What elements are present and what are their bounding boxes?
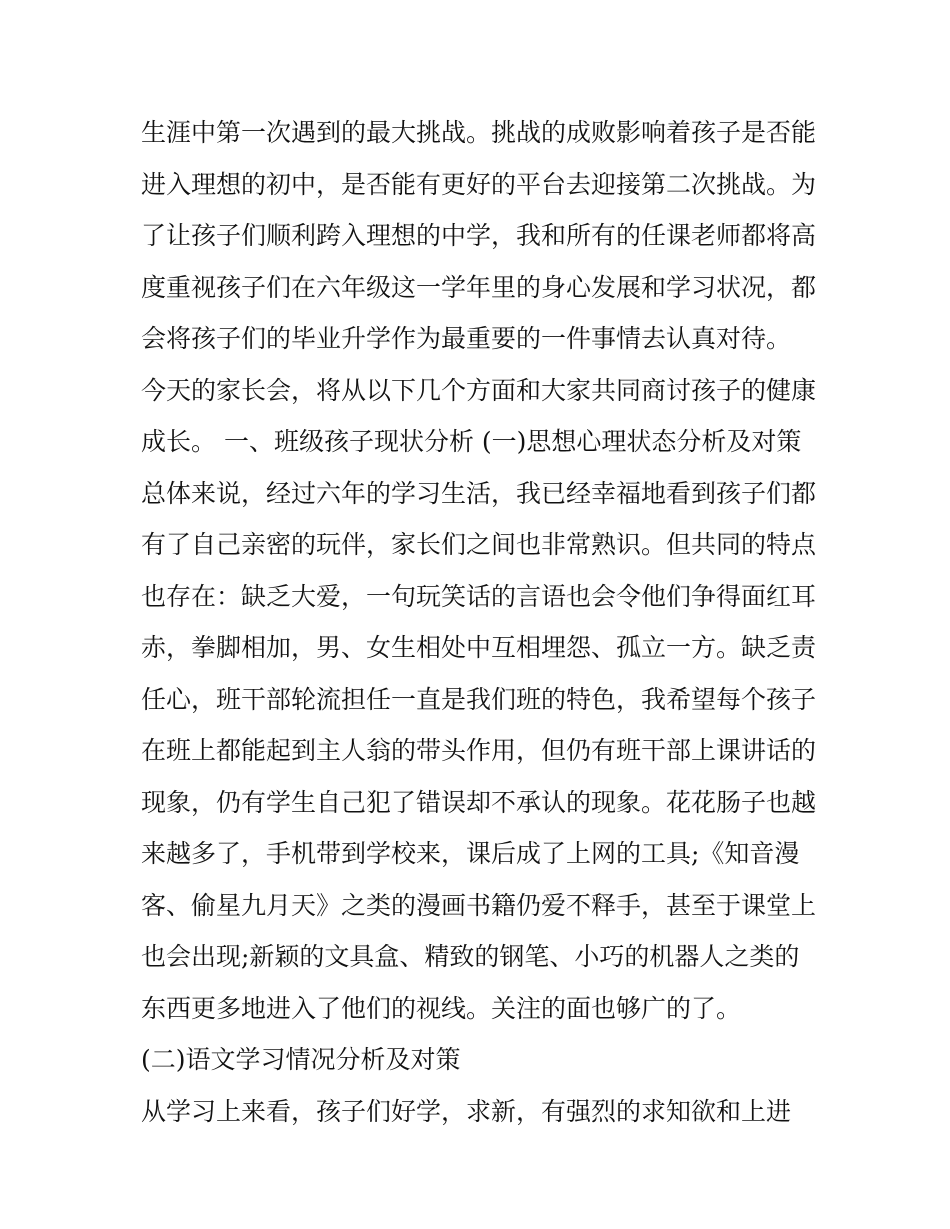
text-line: 赤，拳脚相加，男、女生相处中互相埋怨、孤立一方。缺乏责 bbox=[141, 633, 817, 662]
subsection-heading: (二)语文学习情况分析及对策 bbox=[141, 1045, 461, 1074]
text-line: 度重视孩子们在六年级这一学年里的身心发展和学习状况，都 bbox=[141, 272, 817, 302]
text-line: 在班上都能起到主人翁的带头作用，但仍有班干部上课讲话的 bbox=[141, 736, 817, 765]
text-line: 也会出现;新颖的文具盒、精致的钢笔、小巧的机器人之类的 bbox=[141, 942, 800, 971]
text-line: 来越多了，手机带到学校来，课后成了上网的工具;《知音漫 bbox=[141, 839, 800, 868]
text-line: 生涯中第一次遇到的最大挑战。挑战的成败影响着孩子是否能 bbox=[141, 118, 817, 147]
text-line: 有了自己亲密的玩伴，家长们之间也非常熟识。但共同的特点 bbox=[141, 530, 817, 559]
text-line: 进入理想的初中，是否能有更好的平台去迎接第二次挑战。为 bbox=[141, 169, 817, 199]
text-line: 从学习上来看，孩子们好学，求新，有强烈的求知欲和上进 bbox=[141, 1096, 792, 1126]
text-line: 今天的家长会，将从以下几个方面和大家共同商讨孩子的健康 bbox=[141, 375, 817, 405]
text-line: 现象，仍有学生自己犯了错误却不承认的现象。花花肠子也越 bbox=[141, 787, 817, 817]
text-line: 总体来说，经过六年的学习生活，我已经幸福地看到孩子们都 bbox=[141, 478, 817, 508]
section-heading-line: 成长。 一、班级孩子现状分析 (一)思想心理状态分析及对策 bbox=[141, 427, 802, 456]
text-line: 任心，班干部轮流担任一直是我们班的特色，我希望每个孩子 bbox=[141, 684, 817, 714]
text-line: 客、偷星九月天》之类的漫画书籍仍爱不释手，甚至于课堂上 bbox=[141, 890, 817, 920]
text-line: 会将孩子们的毕业升学作为最重要的一件事情去认真对待。 bbox=[141, 324, 792, 353]
text-line: 也存在：缺乏大爱，一句玩笑话的言语也会令他们争得面红耳 bbox=[141, 581, 817, 611]
body-text bbox=[141, 107, 821, 1137]
text-line: 了让孩子们顺利跨入理想的中学，我和所有的任课老师都将高 bbox=[141, 221, 817, 250]
text-line: 东西更多地进入了他们的视线。关注的面也够广的了。 bbox=[141, 993, 742, 1023]
